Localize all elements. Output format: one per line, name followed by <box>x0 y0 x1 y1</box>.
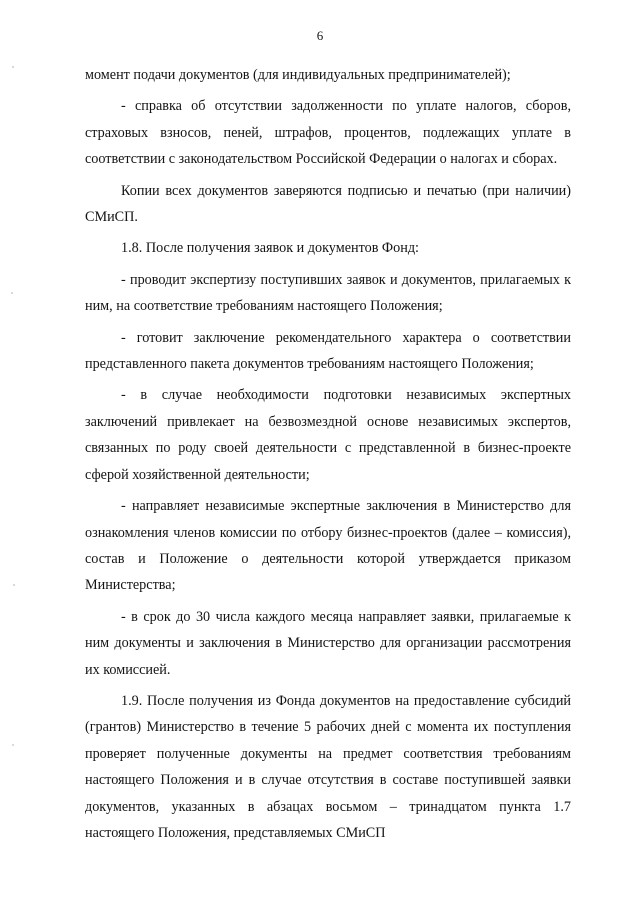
scan-speck <box>12 744 14 746</box>
scan-speck <box>13 584 15 586</box>
paragraph-9: - в срок до 30 числа каждого месяца направляет заявки, прилагаемые к ним документы и заключения в Министерство для организации рассмотрения их комиссией. <box>85 608 571 678</box>
page-number: 6 <box>316 28 324 43</box>
paragraph-1: момент подачи документов (для индивидуальных предпринимателей); <box>85 67 511 83</box>
paragraph-2: - справка об отсутствии задолженности по уплате налогов, сборов, страховых взносов, пеней, штрафов, процентов, подлежащих уплате в соответствии с законодательством Российской Федерации о налогах и сборах. <box>85 98 571 168</box>
scan-speck <box>11 292 13 294</box>
paragraph-4: 1.8. После получения заявок и документов Фонд: <box>121 240 419 257</box>
scan-speck <box>12 66 14 68</box>
paragraph-6: - готовит заключение рекомендательного характера о соответствии представленного пакета документов требованиям настоящего Положения; <box>85 329 571 373</box>
paragraph-5: - проводит экспертизу поступивших заявок и документов, прилагаемых к ним, на соответствие требованиям настоящего Положения; <box>85 271 571 315</box>
paragraph-8: - направляет независимые экспертные заключения в Министерство для ознакомления членов комиссии по отбору бизнес-проектов (далее – комиссия), состав и Положение о деятельности которой утверждается приказом Министерства; <box>85 498 571 594</box>
paragraph-3: Копии всех документов заверяются подписью и печатью (при наличии) СМиСП. <box>85 182 571 226</box>
document-body <box>85 62 571 846</box>
paragraph-7: - в случае необходимости подготовки независимых экспертных заключений привлекает на безвозмездной основе независимых экспертов, связанных по роду своей деятельности с представленной в бизнес-проекте сферой хозяйственной деятельности; <box>85 387 571 483</box>
paragraph-10: 1.9. После получения из Фонда документов на предоставление субсидий (грантов) Министерство в течение 5 рабочих дней с момента их поступления проверяет полученные документы на предмет соответствия требованиям настоящего Положения и в случае отсутствия в составе поступившей заявки документов, указанных в абзацах восьмом – тринадцатом пункта 1.7 настоящего Положения, представляемых СМиСП <box>85 692 571 841</box>
